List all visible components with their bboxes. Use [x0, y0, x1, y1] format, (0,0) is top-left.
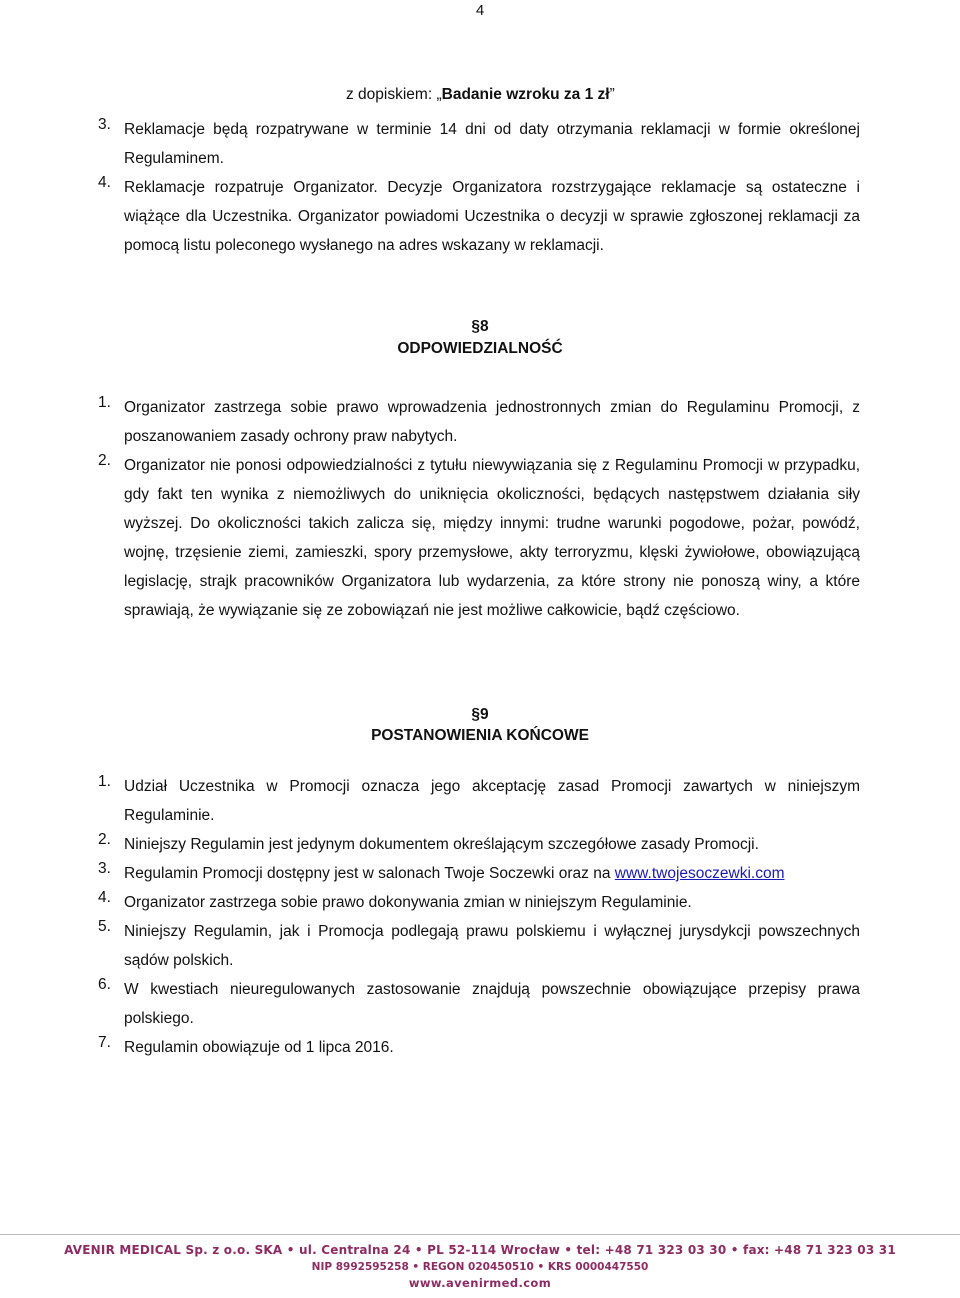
section8-mark: §8: [471, 318, 489, 335]
section9-mark: §9: [471, 706, 489, 723]
item-number: 1.: [98, 773, 111, 790]
item-text: Niniejszy Regulamin jest jedynym dokumentem określającym szczegółowe zasady Promocji.: [124, 836, 759, 853]
item-number: 5.: [98, 918, 111, 935]
page-number: 4: [475, 2, 485, 19]
intro-bold-title: Badanie wzroku za 1 zł: [441, 86, 610, 103]
item-number: 2.: [98, 831, 111, 848]
item-number: 3.: [98, 116, 111, 133]
item-number: 2.: [98, 452, 111, 469]
item-text: Regulamin obowiązuje od 1 lipca 2016.: [124, 1039, 394, 1056]
item-text: Reklamacje rozpatruje Organizator. Decyzje Organizatora rozstrzygające reklamacje są ostateczne i wiążące dla Uczestnika. Organizator powiadomi Uczestnika o decyzji w sprawie zgłoszonej reklamacji za pomocą listu poleconego wysłanego na adres wskazany w reklamacji.: [124, 179, 860, 254]
footer-registration-numbers: NIP 8992595258 • REGON 020450510 • KRS 0000447550: [311, 1261, 649, 1273]
intro-line: [346, 86, 615, 104]
item-number: 7.: [98, 1034, 111, 1051]
item-number: 4.: [98, 174, 111, 191]
item-text: Reklamacje będą rozpatrywane w terminie 14 dni od daty otrzymania reklamacji w formie określonej Regulaminem.: [124, 121, 860, 167]
item-text: W kwestiach nieuregulowanych zastosowanie znajdują powszechnie obowiązujące przepisy prawa polskiego.: [124, 981, 860, 1027]
item-number: 3.: [98, 860, 111, 877]
item-text: Organizator zastrzega sobie prawo dokonywania zmian w niniejszym Regulaminie.: [124, 894, 692, 911]
item-number: 1.: [98, 394, 111, 411]
item-text: Udział Uczestnika w Promocji oznacza jego akceptację zasad Promocji zawartych w niniejszym Regulaminie.: [124, 778, 860, 824]
footer-company-address: AVENIR MEDICAL Sp. z o.o. SKA • ul. Centralna 24 • PL 52-114 Wrocław • tel: +48 71 323 03 30 • fax: +48 71 323 03 31: [64, 1243, 896, 1257]
item-text: [124, 859, 860, 888]
item-text: Niniejszy Regulamin, jak i Promocja podlegają prawu polskiemu i wyłącznej jurysdykcji powszechnych sądów polskich.: [124, 923, 860, 969]
item-text-content: Regulamin Promocji dostępny jest w salonach Twoje Soczewki oraz na: [124, 865, 615, 882]
intro-prefix: z dopiskiem: „: [346, 86, 442, 103]
section9-title: POSTANOWIENIA KOŃCOWE: [371, 727, 589, 744]
footer-website: www.avenirmed.com: [408, 1276, 552, 1290]
intro-suffix: ”: [609, 86, 615, 103]
item-text: Organizator zastrzega sobie prawo wprowadzenia jednostronnych zmian do Regulaminu Promocji, z poszanowaniem zasady ochrony praw nabytych.: [124, 399, 860, 445]
website-link[interactable]: www.twojesoczewki.com: [614, 865, 785, 882]
item-number: 6.: [98, 976, 111, 993]
section8-title: ODPOWIEDZIALNOŚĆ: [397, 340, 563, 357]
item-text: Organizator nie ponosi odpowiedzialności z tytułu niewywiązania się z Regulaminu Promocji w przypadku, gdy fakt ten wynika z niemożliwych do uniknięcia okoliczności, będących następstwem działania siły wyższej. Do okoliczności takich zalicza się, między innymi: trudne warunki pogodowe, pożar, powódź, wojnę, trzęsienie ziemi, zamieszki, spory przemysłowe, akty terroryzmu, klęski żywiołowe, obowiązującą legislację, strajk pracowników Organizatora lub wydarzenia, za które strony nie ponoszą winy, a które sprawiają, że wywiązanie się ze zobowiązań nie jest możliwe całkowicie, bądź częściowo.: [124, 457, 860, 619]
item-number: 4.: [98, 889, 111, 906]
footer-divider: [0, 1234, 960, 1235]
